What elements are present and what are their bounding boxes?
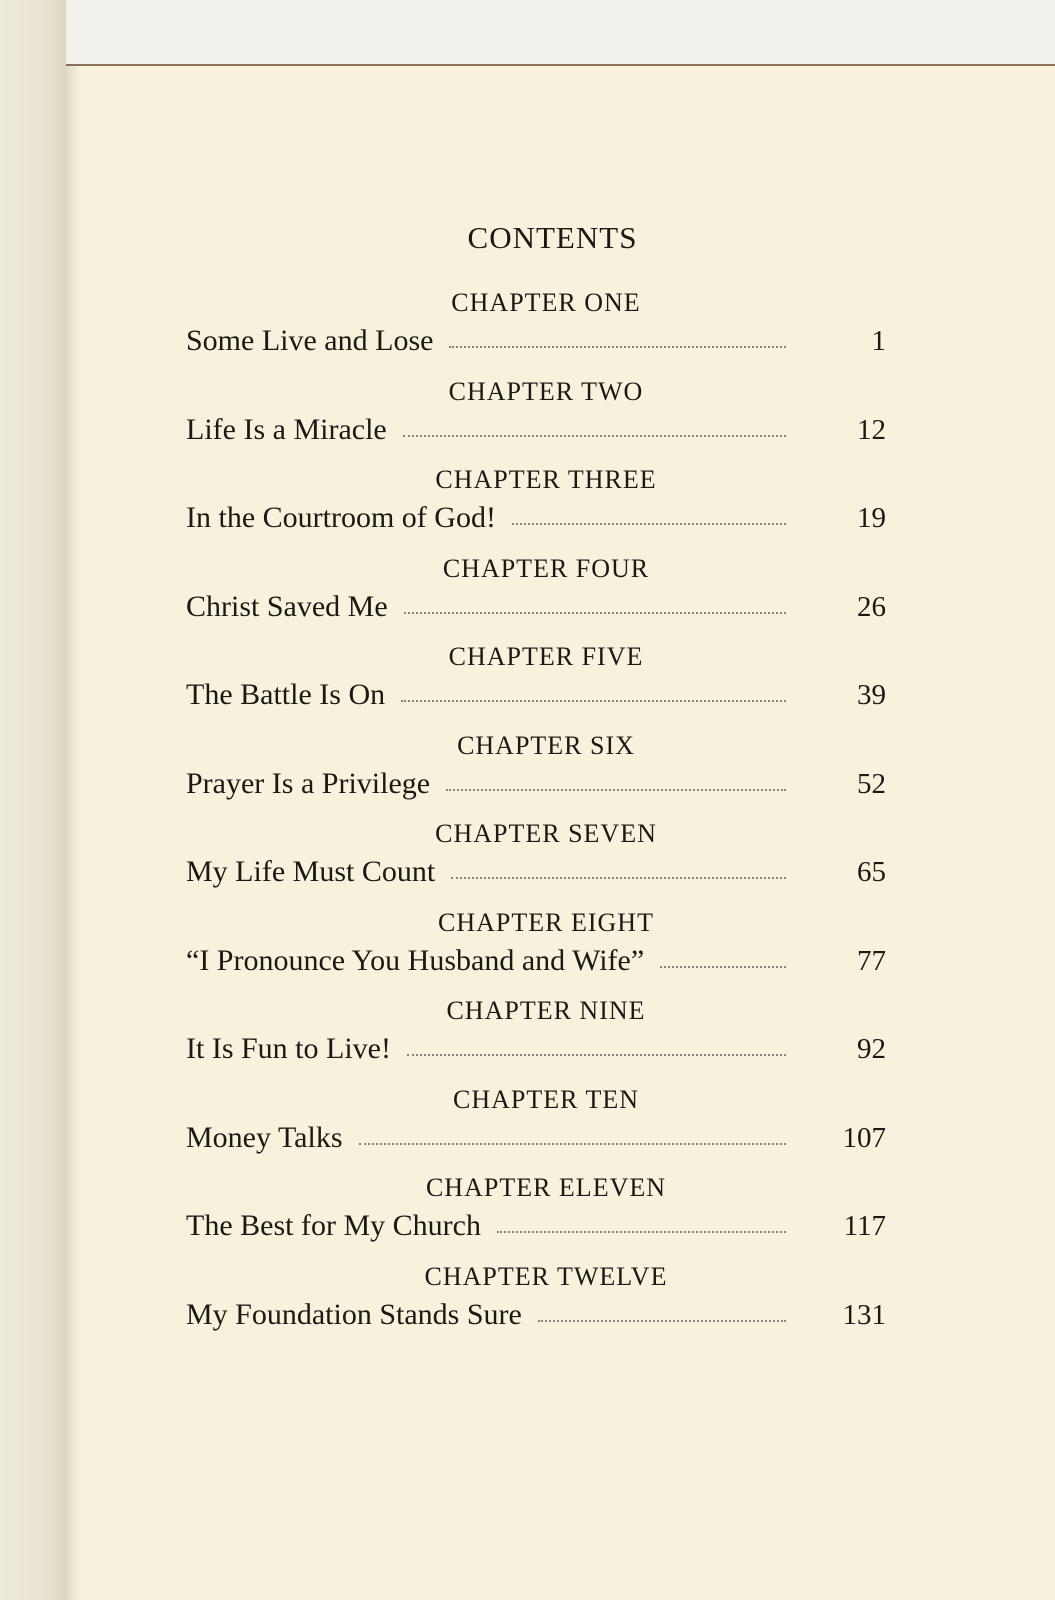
page-number: 77 xyxy=(857,944,886,977)
chapter-title-row xyxy=(186,590,886,624)
page-number: 92 xyxy=(857,1033,886,1065)
dot-leader xyxy=(446,789,786,791)
chapter-title-row xyxy=(186,855,886,889)
page-number: 52 xyxy=(857,767,886,800)
chapter-title: Christ Saved Me xyxy=(186,589,388,623)
toc-entry xyxy=(186,813,886,902)
chapter-title: Prayer Is a Privilege xyxy=(186,766,431,800)
dot-leader xyxy=(404,612,786,614)
page-number: 26 xyxy=(857,590,886,623)
chapter-title: It Is Fun to Live! xyxy=(186,1032,391,1065)
toc-entry xyxy=(186,636,886,725)
chapter-label: CHAPTER FIVE xyxy=(448,642,644,671)
chapter-label: CHAPTER ELEVEN xyxy=(425,1173,667,1202)
dot-leader xyxy=(660,966,786,968)
chapter-title-row xyxy=(186,501,886,535)
chapter-label: CHAPTER NINE xyxy=(446,996,646,1025)
page-number: 107 xyxy=(842,1121,886,1154)
chapter-label: CHAPTER TWELVE xyxy=(424,1261,668,1291)
dot-leader xyxy=(407,1054,786,1056)
background-strip xyxy=(0,0,1055,64)
dot-leader xyxy=(403,435,786,437)
chapter-title: Life Is a Miracle xyxy=(186,412,387,446)
dot-leader xyxy=(451,877,786,879)
chapter-title-row xyxy=(186,944,886,978)
page-number: 1 xyxy=(871,325,886,357)
page-number: 39 xyxy=(857,679,886,711)
chapter-title: My Foundation Stands Sure xyxy=(186,1297,522,1331)
toc-entry xyxy=(186,371,886,460)
chapter-title: My Life Must Count xyxy=(186,855,436,888)
dot-leader xyxy=(538,1320,786,1322)
chapter-title: Some Live and Lose xyxy=(186,324,434,357)
chapter-title: In the Courtroom of God! xyxy=(186,501,496,534)
dot-leader xyxy=(359,1143,786,1145)
toc-entry xyxy=(186,459,886,548)
page-number: 65 xyxy=(857,856,886,888)
chapter-label: CHAPTER ONE xyxy=(451,288,641,317)
toc-entry xyxy=(186,725,886,814)
dot-leader xyxy=(401,700,786,702)
chapter-label: CHAPTER THREE xyxy=(435,465,657,494)
page-number: 131 xyxy=(842,1298,886,1331)
chapter-title-row xyxy=(186,678,886,712)
chapter-title-row xyxy=(186,1121,886,1155)
chapter-label: CHAPTER SIX xyxy=(457,730,635,760)
chapter-title-row xyxy=(186,324,886,358)
toc-entry xyxy=(186,1079,886,1168)
table-of-contents xyxy=(186,282,886,1344)
chapter-title-row xyxy=(186,1298,886,1332)
dot-leader xyxy=(512,523,786,525)
chapter-title-row xyxy=(186,1032,886,1066)
dot-leader xyxy=(497,1231,786,1233)
chapter-title-row xyxy=(186,413,886,447)
chapter-label: CHAPTER SEVEN xyxy=(435,819,657,848)
chapter-label: CHAPTER EIGHT xyxy=(438,907,654,937)
chapter-label: CHAPTER TWO xyxy=(448,376,644,406)
chapter-label: CHAPTER TEN xyxy=(452,1084,640,1114)
toc-entry xyxy=(186,1167,886,1256)
page-number: 12 xyxy=(857,413,886,446)
chapter-label: CHAPTER FOUR xyxy=(442,553,650,583)
chapter-title: The Best for My Church xyxy=(186,1209,481,1242)
toc-entry xyxy=(186,282,886,371)
chapter-title: “I Pronounce You Husband and Wife” xyxy=(186,943,645,977)
toc-entry xyxy=(186,1256,886,1345)
chapter-title: The Battle Is On xyxy=(186,678,386,711)
page-number: 19 xyxy=(857,502,886,534)
dot-leader xyxy=(449,346,786,348)
contents-heading: CONTENTS xyxy=(467,220,638,255)
page-gutter-shadow xyxy=(66,64,80,1600)
toc-entry xyxy=(186,902,886,991)
chapter-title-row xyxy=(186,767,886,801)
toc-entry xyxy=(186,548,886,637)
page-number: 117 xyxy=(843,1210,886,1242)
chapter-title: Money Talks xyxy=(186,1120,343,1154)
toc-entry xyxy=(186,990,886,1079)
chapter-title-row xyxy=(186,1209,886,1243)
